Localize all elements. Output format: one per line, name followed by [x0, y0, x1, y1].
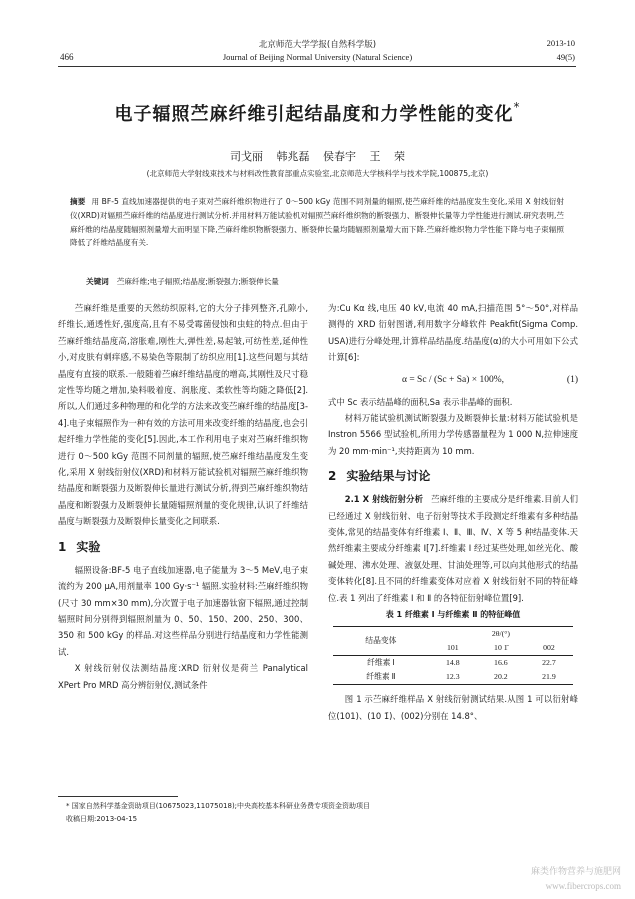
- section-number: 2: [328, 469, 337, 484]
- section-title: 实验: [76, 539, 101, 554]
- xrd-analysis-paragraph: [328, 491, 578, 606]
- intro-paragraph: 苎麻纤维是重要的天然纺织原料,它的大分子排列整齐,孔隙小,纤维长,通透性好,强度高,且有不易受霉菌侵蚀和虫蛀的特点.但由于苎麻纤维结晶度高,溶胀难,刚性大,弹性差,易起皱,可纺性差,延伸性小,对皮肤有刺痒感,不易染色等限制了纺织应用[1].这些问题与其结晶度有直接的联系.一般随着苎麻纤维结晶度的增高,其刚性及尺寸稳定性等均随之增加,染料吸着度、润胀度、柔软性等均随之降低[2].所以,人们通过多种物理的和化学的方法来改变苎麻纤维的结晶度[3-4].电子束辐照作为一种有效的方法可用来改变纤维的结晶度,也会引起纤维力学性能的变化[5].因此,本工作利用电子束对苎麻纤维织物进行 0～500 kGy 范围不同剂量的辐照,使苎麻纤维结晶度发生变化,采用 X 射线衍射仪(XRD)和材料万能试验机对辐照苎麻纤维织物结晶度和断裂强力及断裂伸长量进行测试分析,得到苎麻纤维织物结晶度和断裂强力及断裂伸长量随辐照剂量的变化规律,认识了纤维结晶度与断裂强力及断裂伸长量变化之间联系.: [58, 303, 308, 527]
- section-heading-1: [58, 538, 308, 556]
- formula-expression: α = Sc / (Sc + Sa) × 100%,: [401, 374, 505, 385]
- watermark-text: 麻类作物营养与施肥网: [530, 867, 621, 877]
- header-rule: [58, 66, 576, 67]
- section-heading-2: [328, 467, 578, 485]
- footnote-rule: [58, 796, 178, 797]
- formula-note: 式中 Sc 表示结晶峰的面积,Sa 表示非晶峰的面积.: [328, 396, 513, 407]
- left-column: [58, 300, 308, 693]
- table-header-col: 101: [446, 643, 459, 653]
- abstract-label: 摘要: [70, 197, 86, 206]
- table-header-group: 2θ/(°): [491, 629, 510, 639]
- journal-name-en: Journal of Beijing Normal University (Natural Science): [222, 52, 413, 62]
- keywords-label: 关键词: [86, 277, 109, 286]
- received-date: 收稿日期:2013-04-15: [66, 815, 138, 823]
- equation-number: (1): [566, 374, 578, 385]
- xrd-paragraph: X 射线衍射仪法测结晶度:XRD 衍射仪是荷兰 Panalytical XPert Pro MRD 高分辨衍射仪,测试条件: [58, 663, 308, 690]
- table-cell: 20.2: [494, 672, 508, 682]
- table-row: [333, 656, 573, 671]
- table-cell: 22.7: [542, 658, 556, 668]
- title-footnote-mark: *: [513, 100, 521, 114]
- figure-discussion-paragraph: 图 1 示苎麻纤维样品 X 射线衍射测试结果.从图 1 可以衍射峰位(101)、(10 1̄)、(002)分别在 14.8°、: [328, 694, 578, 721]
- issue-volume: 49(5): [556, 52, 575, 62]
- table-caption: 表 1 纤维素 Ⅰ 与纤维素 Ⅱ 的特征峰值: [385, 610, 521, 620]
- table-cell: 纤维素 Ⅰ: [367, 658, 395, 668]
- peak-table: [333, 626, 573, 685]
- table-header-col: 10 1̄: [494, 643, 508, 653]
- footnote: [66, 800, 586, 826]
- table-header-col: 002: [543, 643, 555, 653]
- table-cell: 16.6: [494, 658, 508, 668]
- crystallinity-formula: [328, 370, 578, 390]
- table-cell: 纤维素 Ⅱ: [366, 672, 396, 682]
- section-number: 1: [58, 539, 67, 554]
- section-title: 实验结果与讨论: [346, 469, 431, 484]
- abstract-text: 用 BF-5 直线加速器提供的电子束对苎麻纤维织物进行了 0～500 kGy 范围不同剂量的辐照,使苎麻纤维的结晶度发生变化,采用 X 射线衍射仪(XRD)对辐照苎麻纤维的结晶度进行测试分析.并用材料万能试验机对辐照苎麻纤维织物的断裂强力、断裂伸长量等力学性能进行测试.研究表明,苎麻纤维的结晶度随辐照剂量增大而明显下降,苎麻纤维织物断裂强力、断裂伸长量均随辐照剂量增大而下降.苎麻纤维织物力学性能下降与电子束辐照降低了纤维结晶度有关.: [70, 197, 565, 248]
- subsection-text: 苎麻纤维的主要成分是纤维素.目前人们已经通过 X 射线衍射、电子衍射等技术手段测定纤维素有多种结晶变体,常见的结晶变体有纤维素 Ⅰ、Ⅱ、Ⅲ、Ⅳ、X 等 5 种结晶变体.天然纤维素主要成分纤维素 Ⅰ[7].纤维素 Ⅰ 经过某些处理,如丝光化、酸碱处理、沸水处理、液氨处理、甘油处理等,可以向其他形式的结晶变体转化[8].且不同的纤维素变体对应着 X 射线衍射不同的特征峰位.表 1 列出了纤维素 Ⅰ 和 Ⅱ 的各特征衍射峰位置[9].: [328, 494, 578, 603]
- keywords: [86, 276, 566, 287]
- table-header-variant: 结晶变体: [333, 627, 429, 656]
- table-row: [333, 670, 573, 685]
- xrd-continued-paragraph: 为:Cu Kα 线,电压 40 kV,电流 40 mA,扫描范围 5°～50°,对样品测得的 XRD 衍射图谱,利用数字分峰软件 Peakfit(Sigma Comp. USA)进行分峰处理,计算样品结晶度.结晶度(α)的大小可用如下公式计算[6]:: [328, 303, 578, 363]
- affiliation: (北京师范大学射线束技术与材料改性教育部重点实验室,北京师范大学核科学与技术学院,100875,北京): [146, 169, 489, 178]
- page-number: 466: [60, 52, 74, 62]
- table-cell: 14.8: [445, 658, 460, 668]
- subsection-label: 2.1 X 射线衍射分析: [344, 494, 424, 505]
- author-list: 司戈丽 韩兆磊 侯春宇 王 荣: [230, 150, 405, 163]
- issue-date: 2013-10: [546, 38, 575, 48]
- funding-note: * 国家自然科学基金资助项目(10675023,11075018);中央高校基本科研业务费专项资金资助项目: [66, 802, 371, 810]
- keywords-text: 苎麻纤维;电子辐照;结晶度;断裂强力;断裂伸长量: [116, 277, 279, 286]
- table-cell: 12.3: [445, 672, 460, 682]
- mechanics-paragraph: 材料万能试验机测试断裂强力及断裂伸长量:材料万能试验机是 Instron 5566 型试验机,所用力学传感器量程为 1 000 N,拉伸速度为 20 mm·min⁻¹,夹持距离为 10 mm.: [328, 413, 578, 456]
- right-column: [328, 300, 578, 724]
- table-cell: 21.9: [542, 672, 556, 682]
- abstract: [70, 195, 564, 250]
- journal-name-cn: 北京师范大学学报(自然科学版): [258, 40, 377, 50]
- title-text: 电子辐照苎麻纤维引起结晶度和力学性能的变化: [114, 104, 514, 125]
- watermark-url: www.fibercrops.com: [545, 881, 621, 891]
- experiment-paragraph: 辐照设备:BF-5 电子直线加速器,电子能量为 3～5 MeV,电子束流约为 200 μA,用剂量率 100 Gy·s⁻¹ 辐照.实验材料:苎麻纤维织物(尺寸 30 mm×30 mm),分次置于电子加速器钛窗下辐照,通过控制辐照时间分别得到辐照剂量为 0、50、150、200、250、300、350 和 500 kGy 的样品.对这些样品分别进行结晶度和力学性能测试.: [58, 564, 308, 657]
- paper-title: [0, 100, 635, 126]
